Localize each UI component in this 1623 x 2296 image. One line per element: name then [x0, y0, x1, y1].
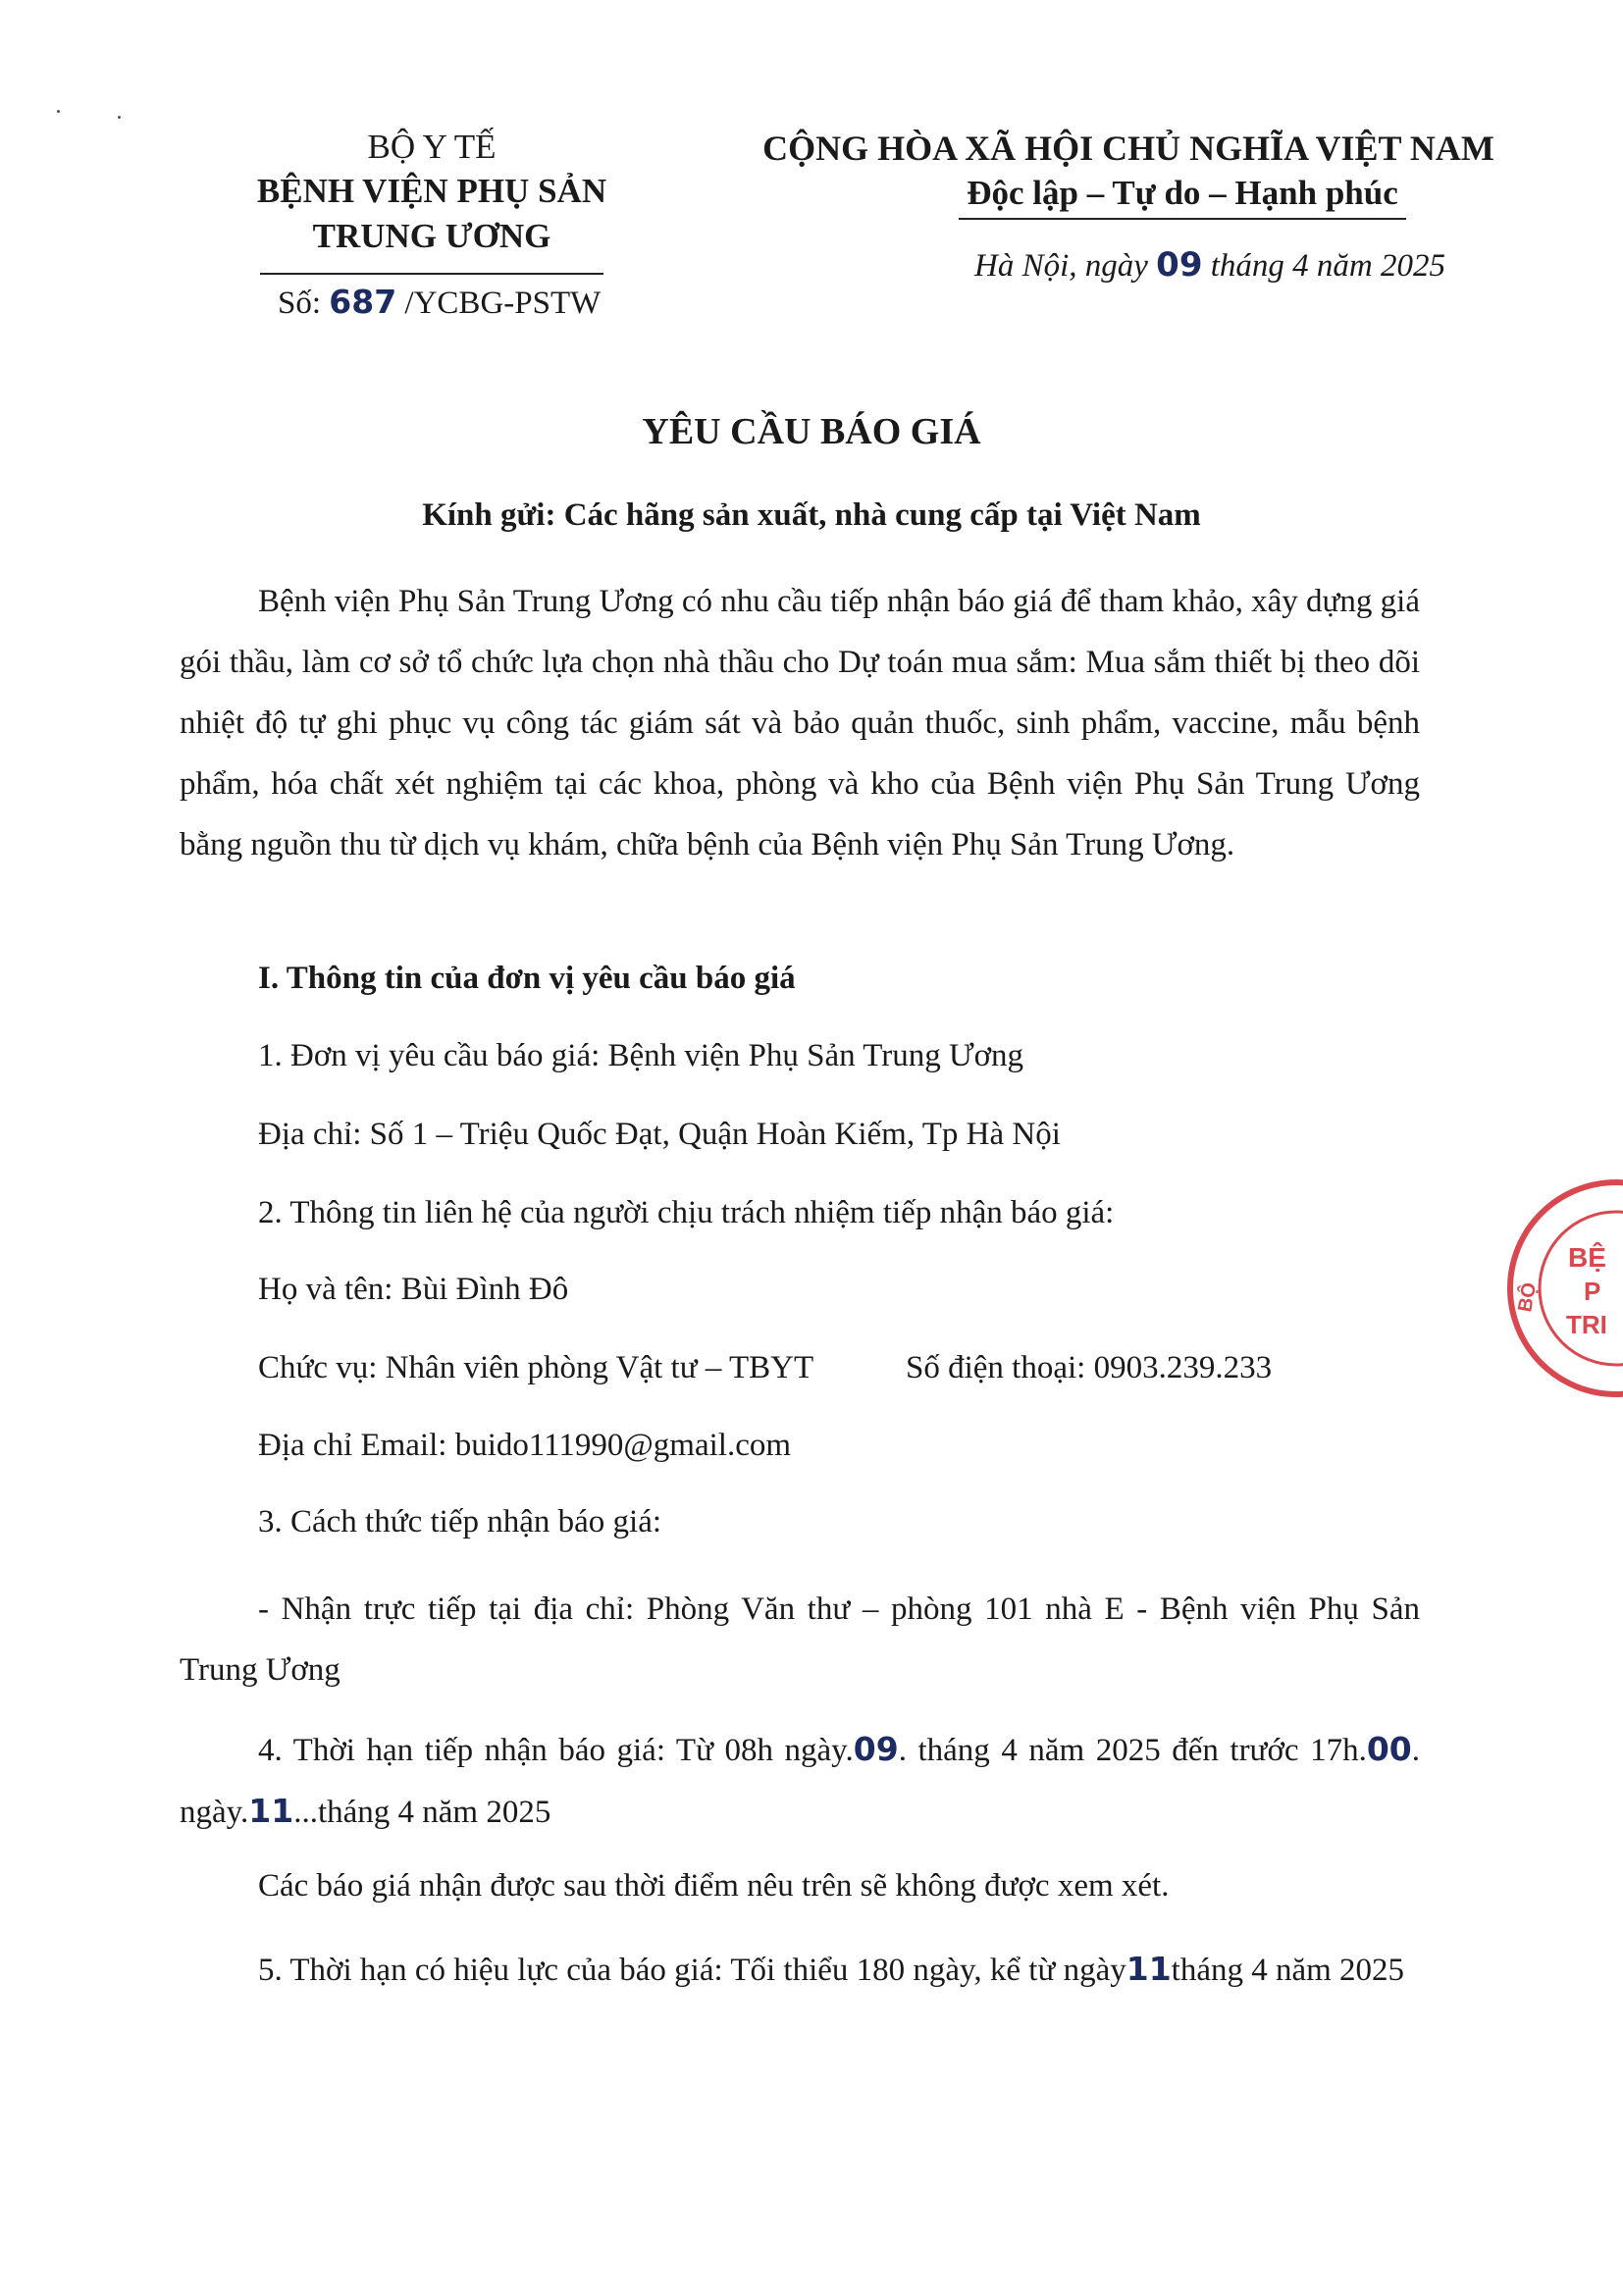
ref-suffix: /YCBG-PSTW — [404, 286, 602, 321]
document-title: YÊU CẦU BÁO GIÁ — [642, 411, 981, 452]
national-title: CỘNG HÒA XÃ HỘI CHỦ NGHĨA VIỆT NAM — [762, 129, 1494, 168]
contact-phone: Số điện thoại: 0903.239.233 — [906, 1350, 1273, 1385]
section-heading: I. Thông tin của đơn vị yêu cầu báo giá — [258, 961, 796, 996]
deadline-text-2: . tháng 4 năm 2025 đến trước 17h. — [898, 1733, 1367, 1768]
contact-position: Chức vụ: Nhân viên phòng Vật tư – TBYT — [258, 1350, 814, 1385]
official-stamp — [1503, 1175, 1623, 1401]
unit-address: Địa chỉ: Số 1 – Triệu Quốc Đạt, Quận Hoàn Kiếm, Tp Hà Nội — [258, 1117, 1061, 1152]
contact-heading: 2. Thông tin liên hệ của người chịu trách nhiệm tiếp nhận báo giá: — [258, 1195, 1115, 1230]
hospital-name-line1: BỆNH VIỆN PHỤ SẢN — [256, 172, 607, 210]
ref-prefix: Số: — [278, 286, 322, 321]
date-line — [974, 245, 1445, 285]
stamp-text: BỆ — [1568, 1242, 1606, 1273]
recipient-line: Kính gửi: Các hãng sản xuất, nhà cung cấp tại Việt Nam — [422, 497, 1201, 533]
deadline-text-1: 4. Thời hạn tiếp nhận báo giá: Từ 08h ngày. — [258, 1733, 854, 1768]
national-motto: Độc lập – Tự do – Hạnh phúc — [959, 171, 1406, 220]
receive-method: - Nhận trực tiếp tại địa chỉ: Phòng Văn thư – phòng 101 nhà E - Bệnh viện Phụ Sản Trung Ương — [180, 1592, 1420, 1688]
requesting-unit: 1. Đơn vị yêu cầu báo giá: Bệnh viện Phụ Sản Trung Ương — [258, 1038, 1024, 1073]
validity-text-2: tháng 4 năm 2025 — [1171, 1953, 1405, 1988]
validity-text-1: 5. Thời hạn có hiệu lực của báo giá: Tối thiểu 180 ngày, kể từ ngày — [258, 1953, 1126, 1988]
header-divider — [260, 273, 603, 275]
receive-method-heading: 3. Cách thức tiếp nhận báo giá: — [258, 1504, 662, 1539]
deadline-paragraph — [180, 1719, 1420, 1843]
hospital-name-line2: TRUNG ƯƠNG — [312, 217, 551, 255]
issuer-block — [226, 126, 638, 275]
ref-number-handwritten: 687 — [329, 283, 397, 321]
validity-day-handwritten: 11 — [1126, 1950, 1172, 1988]
deadline-hour-handwritten: 00 — [1366, 1730, 1412, 1768]
reference-number — [278, 283, 601, 322]
date-prefix: Hà Nội, ngày — [974, 248, 1148, 284]
intro-paragraph: Bệnh viện Phụ Sản Trung Ương có nhu cầu tiếp nhận báo giá để tham khảo, xây dựng giá gói thầu, làm cơ sở tổ chức lựa chọn nhà thầu cho Dự toán mua sắm: Mua sắm thiết bị theo dõi nhiệt độ tự ghi phục vụ công tác giám sát và bảo quản thuốc, sinh phẩm, vaccine, mẫu bệnh phẩm, hóa chất xét nghiệm tại các khoa, phòng và kho của Bệnh viện Phụ Sản Trung Ương bằng nguồn thu từ dịch vụ khám, chữa bệnh của Bệnh viện Phụ Sản Trung Ương. — [180, 584, 1420, 862]
national-header — [687, 126, 1570, 220]
contact-email: Địa chỉ Email: buido111990@gmail.com — [258, 1428, 792, 1463]
date-suffix: tháng 4 năm 2025 — [1210, 248, 1445, 284]
validity-paragraph — [180, 1939, 1420, 2001]
deadline-text-3: . ngày. — [180, 1733, 1421, 1830]
scan-speck — [57, 110, 60, 113]
date-day-handwritten: 09 — [1156, 245, 1203, 285]
late-quote-note: Các báo giá nhận được sau thời điểm nêu trên sẽ không được xem xét. — [258, 1868, 1170, 1904]
deadline-day-from-handwritten: 09 — [853, 1730, 899, 1768]
stamp-text: TRI — [1566, 1310, 1607, 1339]
contact-name: Họ và tên: Bùi Đình Đô — [258, 1272, 569, 1307]
deadline-day-to-handwritten: 11 — [248, 1792, 294, 1830]
scan-speck — [118, 116, 121, 119]
stamp-text: P — [1584, 1277, 1601, 1306]
stamp-text: BỘ — [1514, 1280, 1542, 1314]
ministry-name: BỘ Y TẾ — [367, 128, 497, 166]
deadline-text-4: ...tháng 4 năm 2025 — [293, 1795, 551, 1830]
